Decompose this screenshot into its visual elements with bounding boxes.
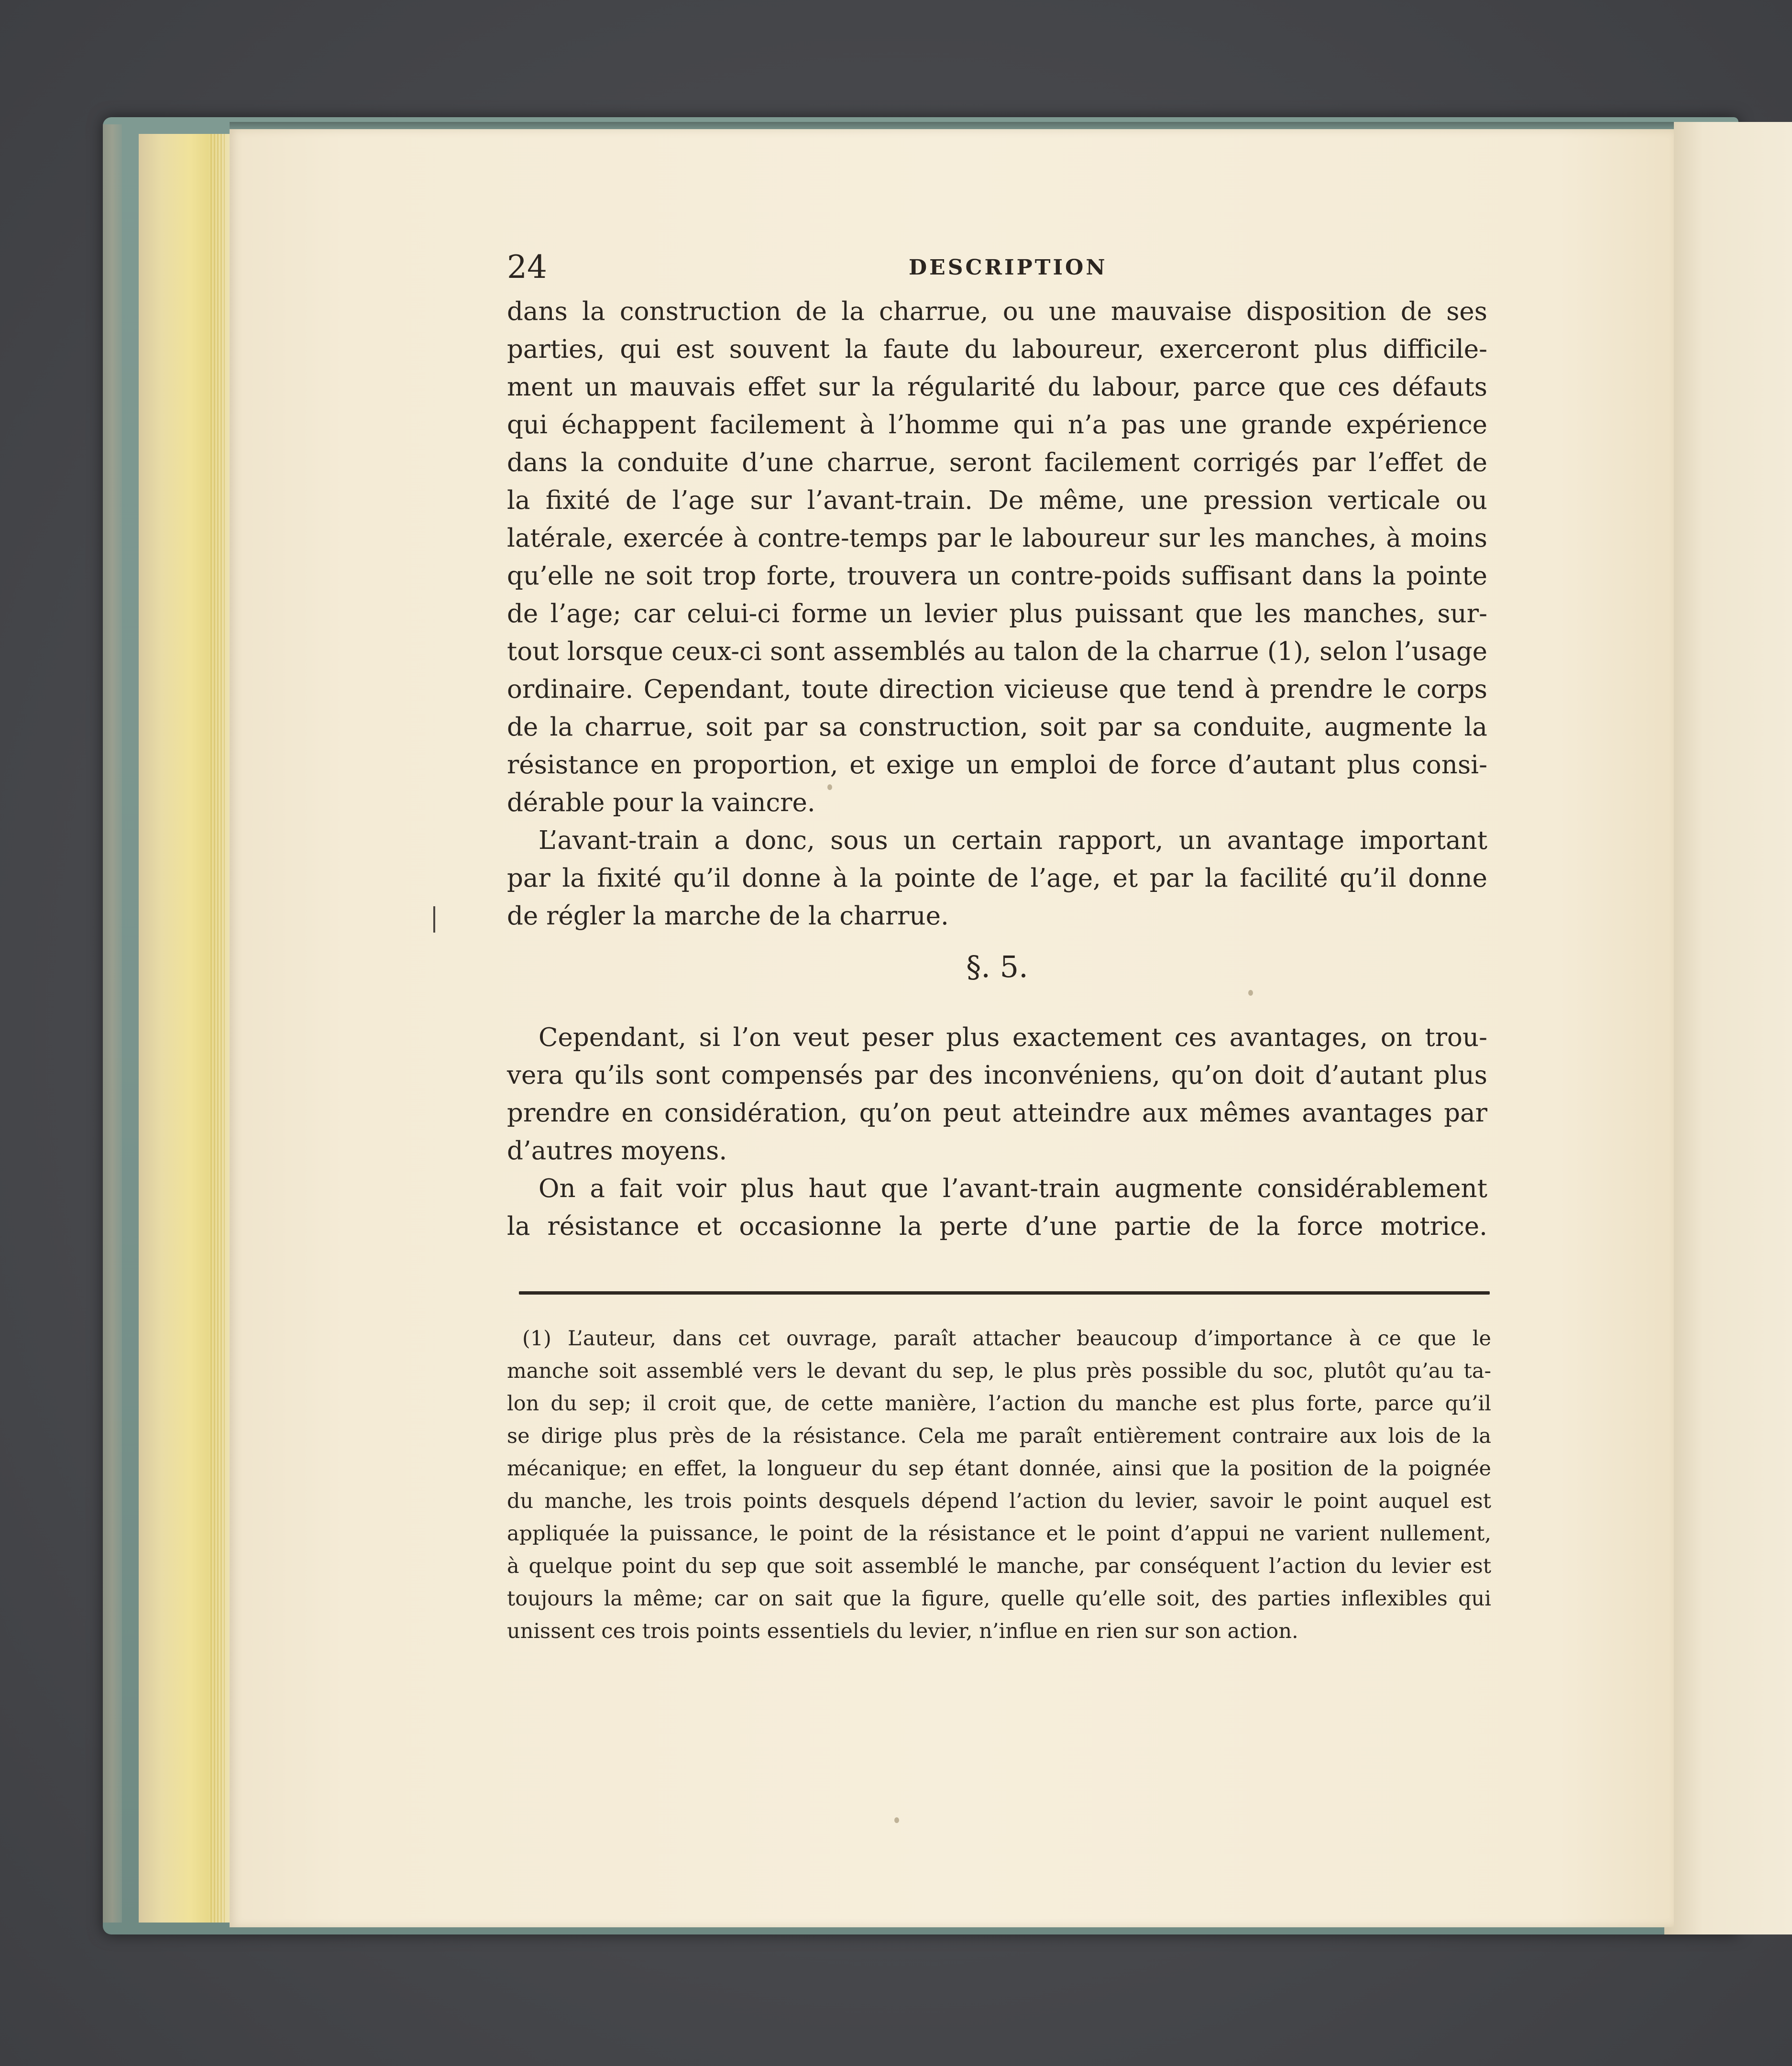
text-line: ment un mauvais effet sur la régularité du labour, parce que ces défauts: [507, 373, 1487, 402]
footnote-line: toujours la même; car on sait que la figure, quelle qu’elle soit, des parties inflexibles qui: [507, 1587, 1491, 1611]
footnote-line: se dirige plus près de la résistance. Cela me paraît entièrement contraire aux lois de la: [507, 1424, 1491, 1448]
text-line: L’avant-train a donc, sous un certain rapport, un avantage important: [539, 826, 1487, 855]
text-line: ordinaire. Cependant, toute direction vicieuse que tend à prendre le corps: [507, 675, 1487, 704]
footnote-line: mécanique; en effet, la longueur du sep étant donnée, ainsi que la position de la poignée: [507, 1457, 1491, 1481]
section-heading: §. 5.: [966, 949, 1028, 984]
text-line: prendre en considération, qu’on peut atteindre aux mêmes avantages par: [507, 1099, 1487, 1128]
footnote-line: (1) L’auteur, dans cet ouvrage, paraît attacher beaucoup d’importance à ce que le: [522, 1327, 1491, 1351]
footnote-block: [507, 1322, 1491, 1648]
facing-page-edge: [1664, 122, 1792, 1934]
text-line: vera qu’ils sont compensés par des inconvéniens, qu’on doit d’autant plus: [507, 1061, 1487, 1090]
text-line: la résistance et occasionne la perte d’une partie de la force motrice.: [507, 1212, 1487, 1241]
footnote-line: unissent ces trois points essentiels du levier, n’influe en rien sur son action.: [507, 1619, 1298, 1643]
margin-mark: [433, 906, 435, 933]
footnote-line: appliquée la puissance, le point de la résistance et le point d’appui ne varient nullement,: [507, 1522, 1491, 1546]
main-text-block: [507, 293, 1487, 935]
footnote-rule: [519, 1291, 1490, 1295]
text-line: résistance en proportion, et exige un emploi de force d’autant plus consi-: [507, 750, 1487, 780]
running-title: DESCRIPTION: [909, 255, 1108, 280]
paper-speck: [894, 1817, 899, 1823]
text-line: Cependant, si l’on veut peser plus exactement ces avantages, on trou-: [539, 1023, 1487, 1052]
text-line: qu’elle ne soit trop forte, trouvera un contre-poids suffisant dans la pointe: [507, 561, 1487, 591]
text-line: On a fait voir plus haut que l’avant-train augmente considérablement: [539, 1174, 1487, 1203]
text-line: tout lorsque ceux-ci sont assemblés au talon de la charrue (1), selon l’usage: [507, 637, 1487, 666]
text-line: de la charrue, soit par sa construction, soit par sa conduite, augmente la: [507, 713, 1487, 742]
footnote-line: du manche, les trois points desquels dépend l’action du levier, savoir le point auquel est: [507, 1489, 1491, 1513]
text-line: de régler la marche de la charrue.: [507, 901, 949, 931]
paper-speck: [1248, 990, 1253, 996]
text-line: d’autres moyens.: [507, 1136, 727, 1165]
cover-spine-wear: [103, 124, 122, 1923]
page-number: 24: [507, 249, 547, 286]
footnote-line: manche soit assemblé vers le devant du sep, le plus près possible du soc, plutôt qu’au ta-: [507, 1359, 1491, 1383]
section-text-block: [507, 1019, 1487, 1245]
text-line: dérable pour la vaincre.: [507, 788, 815, 817]
running-head: [507, 249, 1487, 287]
text-line: latérale, exercée à contre-temps par le laboureur sur les manches, à moins: [507, 524, 1487, 553]
text-line: de l’age; car celui-ci forme un levier plus puissant que les manches, sur-: [507, 599, 1487, 628]
text-line: parties, qui est souvent la faute du laboureur, exerceront plus difficile-: [507, 335, 1487, 364]
text-line: par la fixité qu’il donne à la pointe de l’age, et par la facilité qu’il donne: [507, 864, 1487, 893]
text-line: la fixité de l’age sur l’avant-train. De même, une pression verticale ou: [507, 486, 1487, 515]
footnote-line: lon du sep; il croit que, de cette manière, l’action du manche est plus forte, parce qu’il: [507, 1392, 1491, 1416]
text-line: dans la conduite d’une charrue, seront facilement corrigés par l’effet de: [507, 448, 1487, 477]
footnote-line: à quelque point du sep que soit assemblé le manche, par conséquent l’action du levier est: [507, 1554, 1491, 1578]
text-line: dans la construction de la charrue, ou une mauvaise disposition de ses: [507, 297, 1487, 326]
paper-speck: [827, 784, 832, 790]
text-line: qui échappent facilement à l’homme qui n’a pas une grande expérience: [507, 410, 1487, 440]
